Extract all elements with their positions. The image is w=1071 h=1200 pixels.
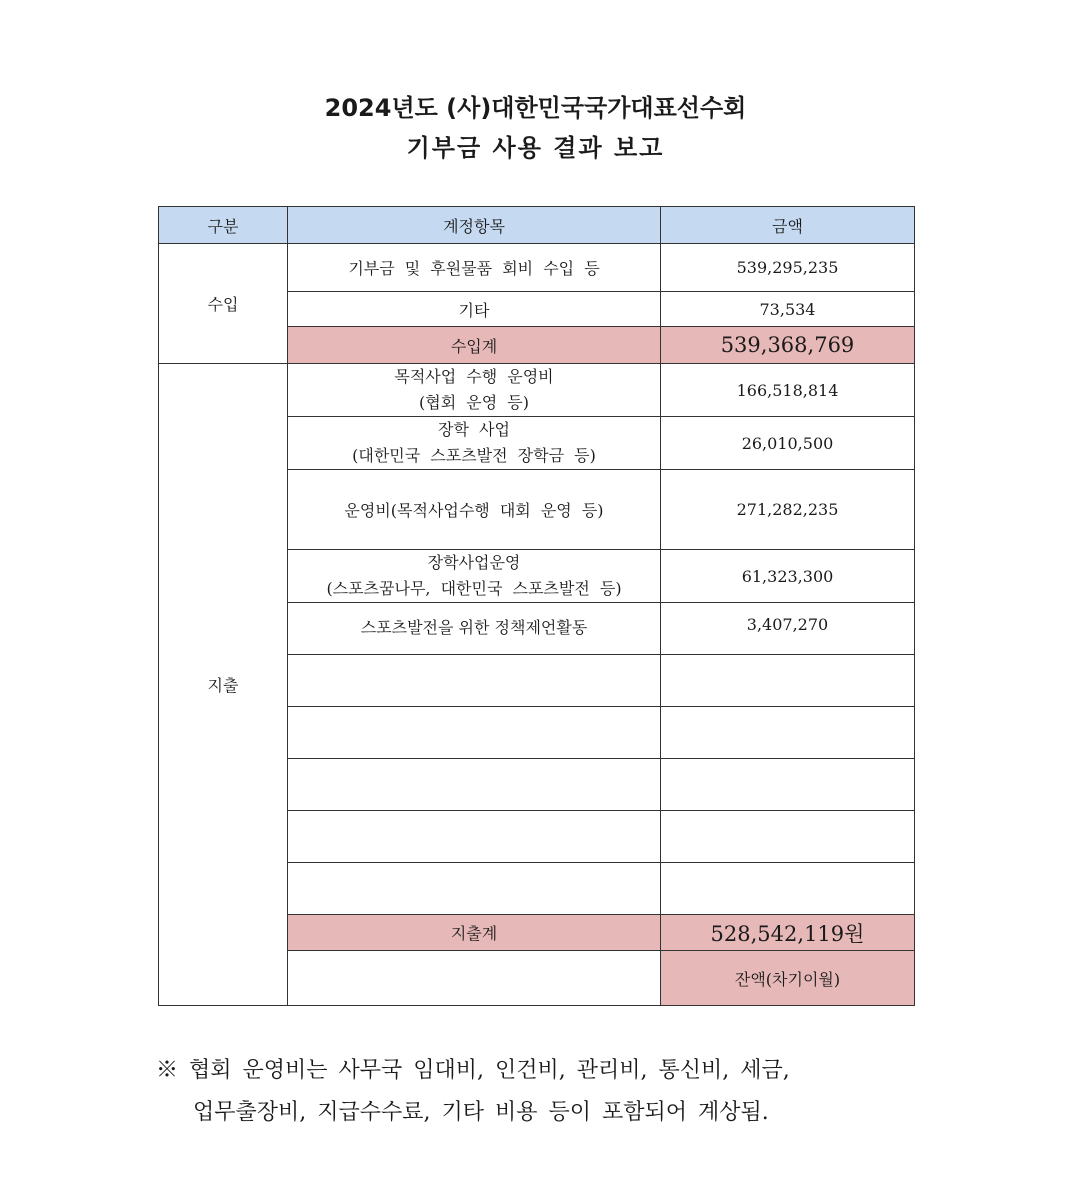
table-header-row	[159, 207, 915, 244]
empty-cell	[288, 811, 661, 863]
row-amount: 3,407,270	[661, 603, 915, 655]
row-item-line2: (스포츠꿈나무, 대한민국 스포츠발전 등)	[326, 579, 622, 598]
empty-cell	[288, 707, 661, 759]
row-item: 운영비(목적사업수행 대회 운영 등)	[288, 470, 661, 550]
header-account-item: 계정항목	[288, 207, 661, 244]
empty-cell	[288, 655, 661, 707]
row-item-line1: 목적사업 수행 운영비	[394, 367, 554, 386]
row-item-line2: (대한민국 스포츠발전 장학금 등)	[352, 446, 596, 465]
row-item-line2: (협회 운영 등)	[419, 393, 529, 412]
table-row	[159, 364, 915, 417]
row-item	[288, 364, 661, 417]
row-amount: 166,518,814	[661, 364, 915, 417]
expense-total-amount: 528,542,119원	[661, 915, 915, 951]
row-item: 기부금 및 후원물품 회비 수입 등	[288, 244, 661, 292]
income-total-amount: 539,368,769	[661, 327, 915, 364]
row-item	[288, 550, 661, 603]
expense-total-label: 지출계	[288, 915, 661, 951]
balance-label: 잔액(차기이월)	[661, 951, 915, 1006]
footnote-line1: ※ 협회 운영비는 사무국 임대비, 인건비, 관리비, 통신비, 세금,	[156, 1058, 790, 1083]
empty-cell	[288, 863, 661, 915]
row-item-line1: 장학 사업	[438, 420, 510, 439]
income-total-label: 수입계	[288, 327, 661, 364]
row-amount: 61,323,300	[661, 550, 915, 603]
row-item: 스포츠발전을 위한 정책제언활동	[288, 603, 661, 655]
row-amount: 271,282,235	[661, 470, 915, 550]
row-item-line1: 장학사업운영	[427, 553, 521, 572]
section-expense-label: 지출	[159, 364, 288, 1006]
section-income-label: 수입	[159, 244, 288, 364]
footnote-line2: 업무출장비, 지급수수료, 기타 비용 등이 포함되어 계상됨.	[193, 1100, 769, 1125]
empty-cell	[661, 811, 915, 863]
row-item	[288, 417, 661, 470]
balance-section-label	[288, 951, 661, 1006]
donation-report-table	[158, 206, 915, 1006]
row-amount: 73,534	[661, 292, 915, 327]
header-amount: 금액	[661, 207, 915, 244]
report-subtitle: 기부금 사용 결과 보고	[406, 134, 665, 162]
empty-cell	[661, 707, 915, 759]
header-category: 구분	[159, 207, 288, 244]
row-amount: 26,010,500	[661, 417, 915, 470]
row-item: 기타	[288, 292, 661, 327]
footnote	[156, 1050, 916, 1134]
empty-cell	[661, 759, 915, 811]
empty-cell	[661, 863, 915, 915]
empty-cell	[661, 655, 915, 707]
empty-cell	[288, 759, 661, 811]
table-row	[159, 244, 915, 292]
report-title: 2024년도 (사)대한민국국가대표선수회	[324, 94, 747, 122]
row-amount: 539,295,235	[661, 244, 915, 292]
